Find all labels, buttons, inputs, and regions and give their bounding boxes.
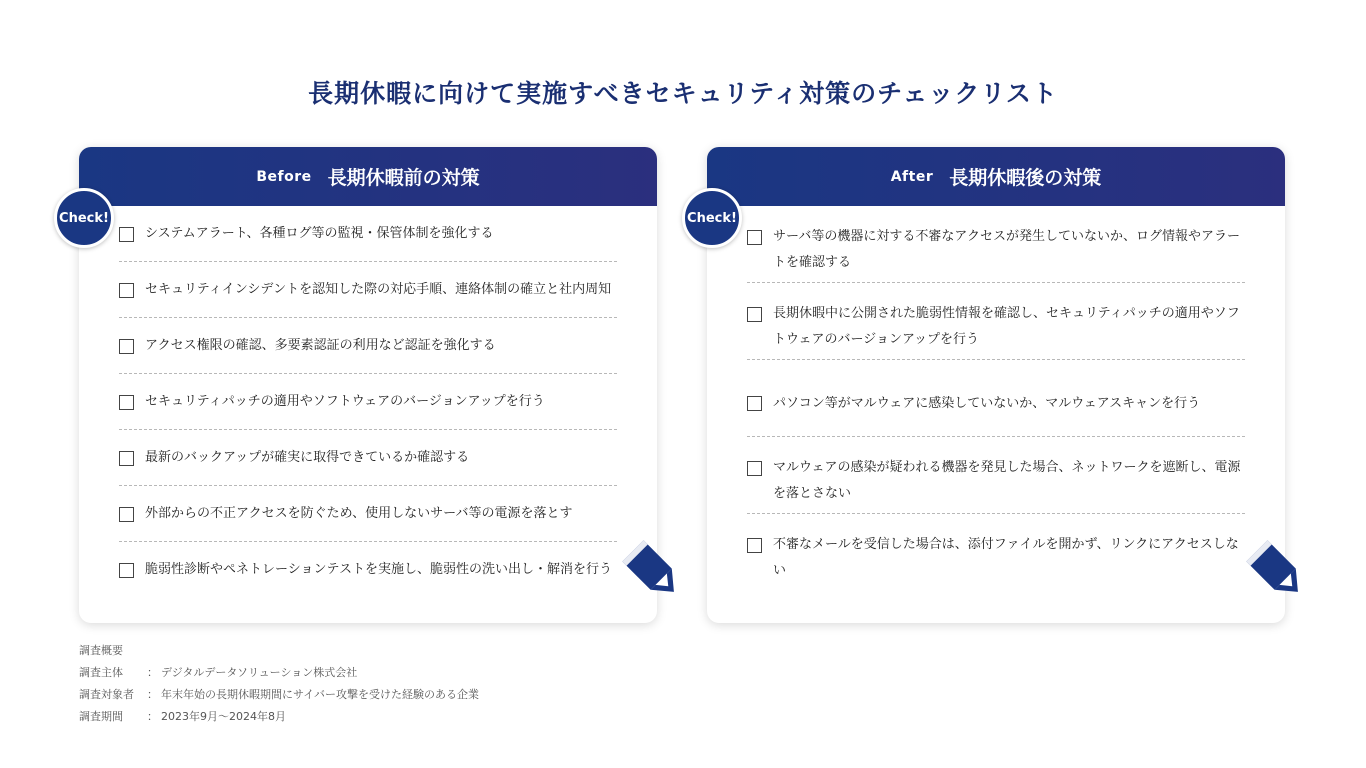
- note-row: [79, 706, 479, 728]
- note-separator: ：: [147, 688, 158, 701]
- item-text: 脆弱性診断やペネトレーションテストを実施し、脆弱性の洗い出し・解消を行う: [145, 562, 612, 577]
- note-separator: ：: [147, 666, 158, 679]
- checkbox[interactable]: [119, 507, 134, 522]
- after-header: [707, 147, 1285, 206]
- before-checklist: [119, 206, 617, 598]
- note-value: デジタルデータソリューション株式会社: [161, 666, 358, 679]
- item-text: マルウェアの感染が疑われる機器を発見した場合、ネットワークを遮断し、電源を落とさない: [773, 460, 1241, 501]
- item-text: 長期休暇中に公開された脆弱性情報を確認し、セキュリティパッチの適用やソフトウェアのバージョンアップを行う: [773, 306, 1240, 347]
- check-badge: Check!: [54, 188, 114, 248]
- checklist-item: [119, 486, 617, 542]
- before-title: 長期休暇前の対策: [327, 167, 480, 189]
- notes-heading: 調査概要: [79, 644, 123, 657]
- checklist-item: [119, 542, 617, 598]
- item-text: システムアラート、各種ログ等の監視・保管体制を強化する: [145, 226, 494, 241]
- checklist-item: [119, 206, 617, 262]
- after-card: [687, 147, 1285, 623]
- pencil-icon: [617, 535, 687, 605]
- before-tag: Before: [256, 168, 312, 185]
- checklist-item: [747, 206, 1245, 283]
- checklist-item: [747, 514, 1245, 591]
- checkbox[interactable]: [747, 461, 762, 476]
- before-card: [59, 147, 657, 623]
- checkbox[interactable]: [119, 451, 134, 466]
- item-text: 最新のバックアップが確実に取得できているか確認する: [145, 450, 470, 465]
- note-value: 年末年始の長期休暇期間にサイバー攻撃を受けた経験のある企業: [161, 688, 480, 701]
- item-text: セキュリティパッチの適用やソフトウェアのバージョンアップを行う: [145, 394, 545, 409]
- checkbox[interactable]: [119, 563, 134, 578]
- note-value: 2023年9月～2024年8月: [161, 710, 286, 723]
- note-row: [79, 662, 479, 684]
- checkbox[interactable]: [119, 395, 134, 410]
- item-text: 外部からの不正アクセスを防ぐため、使用しないサーバ等の電源を落とす: [145, 506, 573, 521]
- note-separator: ：: [147, 710, 158, 723]
- after-checklist: [747, 206, 1245, 591]
- checklist-item: [747, 437, 1245, 514]
- survey-notes: [79, 640, 479, 728]
- item-text: 不審なメールを受信した場合は、添付ファイルを開かず、リンクにアクセスしない: [773, 537, 1239, 578]
- item-text: セキュリティインシデントを認知した際の対応手順、連絡体制の確立と社内周知: [145, 282, 612, 297]
- checklist-item: [747, 283, 1245, 360]
- pencil-icon: [1241, 535, 1311, 605]
- note-key: 調査対象者: [79, 688, 134, 701]
- checklist-item: [119, 430, 617, 486]
- check-badge: Check!: [682, 188, 742, 248]
- checklist-item: [119, 318, 617, 374]
- note-key: 調査期間: [79, 710, 123, 723]
- after-tag: After: [890, 168, 934, 185]
- checkbox[interactable]: [747, 230, 762, 245]
- note-key: 調査主体: [79, 666, 123, 679]
- checkbox[interactable]: [119, 227, 134, 242]
- after-title: 長期休暇後の対策: [949, 167, 1102, 189]
- before-header: [79, 147, 657, 206]
- checkbox[interactable]: [747, 396, 762, 411]
- checklist-item: [119, 262, 617, 318]
- item-text: アクセス権限の確認、多要素認証の利用など認証を強化する: [145, 338, 496, 353]
- checklist-item: [747, 360, 1245, 437]
- page-title: 長期休暇に向けて実施すべきセキュリティ対策のチェックリスト: [308, 79, 1058, 108]
- checklist-item: [119, 374, 617, 430]
- checkbox[interactable]: [119, 283, 134, 298]
- item-text: サーバ等の機器に対する不審なアクセスが発生していないか、ログ情報やアラートを確認する: [773, 229, 1240, 270]
- checkbox[interactable]: [747, 307, 762, 322]
- checkbox[interactable]: [747, 538, 762, 553]
- checkbox[interactable]: [119, 339, 134, 354]
- note-row: [79, 684, 479, 706]
- item-text: パソコン等がマルウェアに感染していないか、マルウェアスキャンを行う: [773, 396, 1201, 411]
